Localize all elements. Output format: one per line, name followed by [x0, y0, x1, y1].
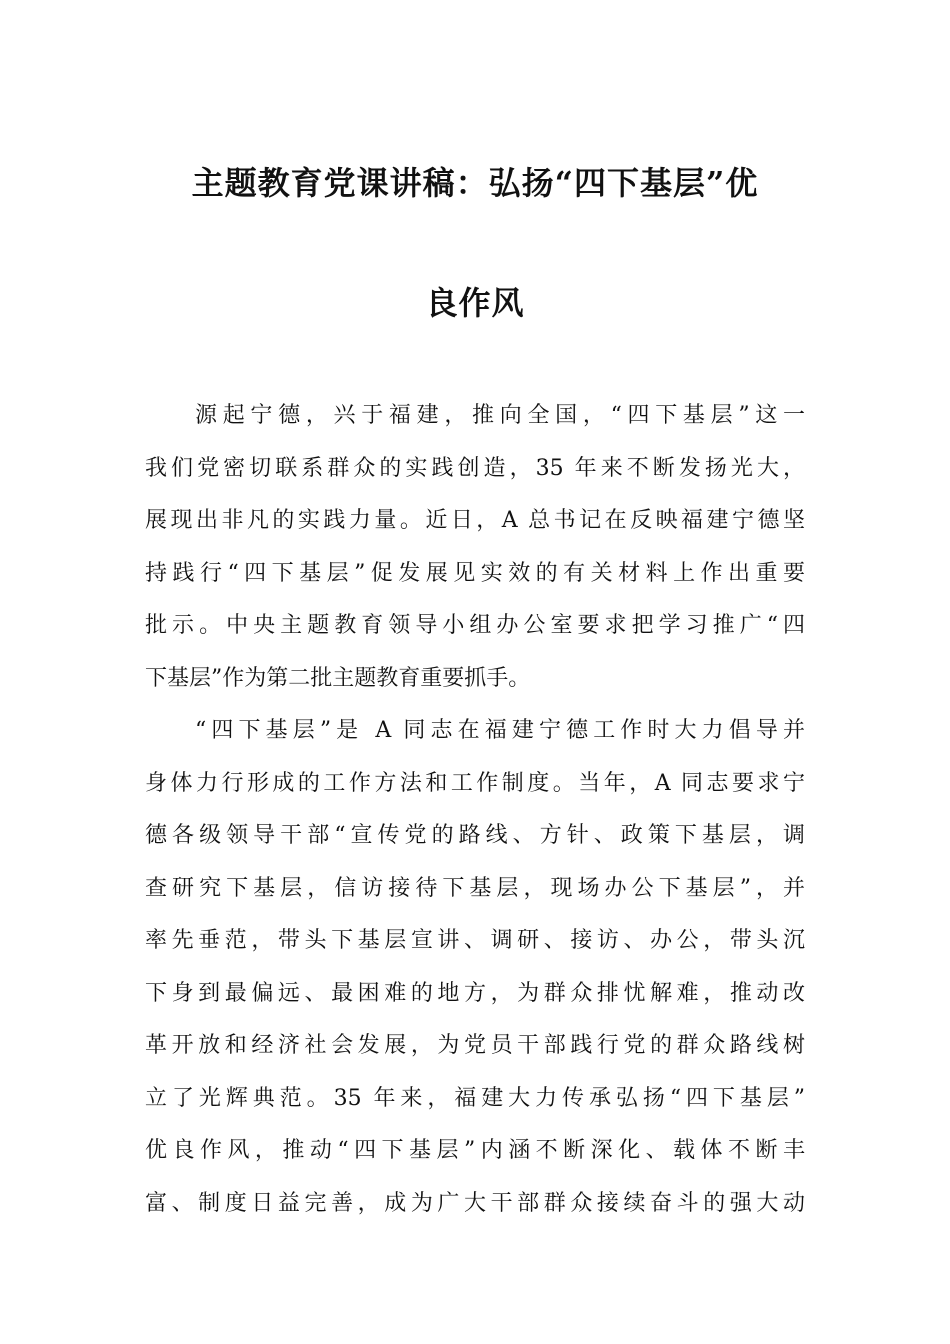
document-title-line-2: 良作风 [425, 284, 525, 322]
body-line: 我们党密切联系群众的实践创造，35 年来不断发扬光大， [145, 455, 805, 481]
body-line: 批示。中央主题教育领导小组办公室要求把学习推广“四 [145, 613, 805, 638]
body-line: 下身到最偏远、最困难的地方，为群众排忧解难，推动改 [145, 980, 805, 1006]
body-line: 展现出非凡的实践力量。近日，A 总书记在反映福建宁德坚 [145, 508, 805, 533]
body-line: 率先垂范，带头下基层宣讲、调研、接访、办公，带头沉 [145, 928, 805, 953]
body-line: 革开放和经济社会发展，为党员干部践行党的群众路线树 [145, 1033, 805, 1058]
body-line: 源起宁德，兴于福建，推向全国，“四下基层”这一 [195, 403, 805, 428]
body-line: 富、制度日益完善，成为广大干部群众接续奋斗的强大动 [145, 1190, 805, 1216]
body-line: 查研究下基层，信访接待下基层，现场办公下基层”，并 [145, 875, 805, 901]
body-line: 德各级领导干部“宣传党的路线、方针、政策下基层，调 [145, 823, 805, 848]
body-line: 下基层”作为第二批主题教育重要抓手。 [145, 665, 531, 691]
body-line: 持践行“四下基层”促发展见实效的有关材料上作出重要 [145, 560, 805, 586]
body-line: 优良作风，推动“四下基层”内涵不断深化、载体不断丰 [145, 1138, 805, 1163]
document-body [145, 390, 805, 1230]
document-title-line-1: 主题教育党课讲稿：弘扬“四下基层”优 [191, 164, 759, 202]
body-line: “四下基层”是 A 同志在福建宁德工作时大力倡导并 [195, 718, 805, 743]
body-line: 立了光辉典范。35 年来，福建大力传承弘扬“四下基层” [145, 1085, 805, 1111]
body-line: 身体力行形成的工作方法和工作制度。当年，A 同志要求宁 [145, 770, 805, 796]
